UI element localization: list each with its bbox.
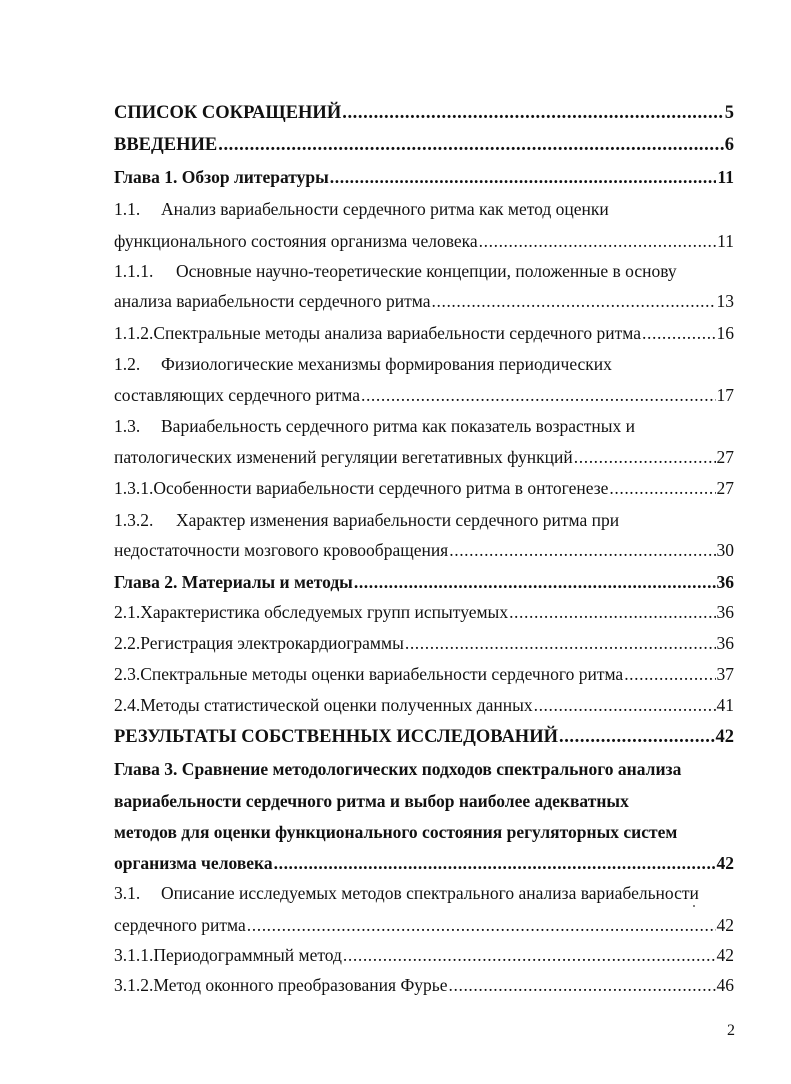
toc-entry-page: 36 — [716, 572, 734, 592]
toc-entry — [114, 473, 734, 503]
toc-entry-continuation — [114, 226, 734, 256]
toc-entry — [114, 970, 734, 1000]
toc-entry-page: 11 — [717, 167, 734, 187]
toc-entry-page: 41 — [716, 695, 734, 715]
toc-entry — [114, 411, 734, 441]
toc-entry-title: анализа вариабельности сердечного ритма — [114, 291, 431, 311]
dot-leader — [274, 848, 716, 878]
toc-entry-number: 3.1.1. — [114, 945, 154, 965]
toc-entry-title: Основные научно-теоретические концепции, положенные в основу — [176, 261, 677, 281]
toc-entry — [114, 940, 734, 970]
toc-entry-page: 30 — [716, 540, 734, 560]
toc-entry-continuation — [114, 380, 734, 410]
dot-leader — [354, 567, 716, 597]
toc-entry-page: 27 — [716, 447, 734, 467]
toc-entry-number: 1.1. — [114, 199, 141, 219]
dot-leader — [405, 628, 716, 658]
toc-entry-page: 42 — [716, 915, 734, 935]
toc-entry — [114, 690, 734, 720]
toc-entry-page: 42 — [715, 727, 734, 747]
toc-entry-page: 27 — [716, 478, 734, 498]
toc-entry-page: 36 — [716, 633, 734, 653]
toc-entry-number: 2.1. — [114, 602, 141, 622]
toc-entry-continuation — [114, 910, 734, 940]
toc-entry-title: Глава 2. Материалы и методы — [114, 572, 353, 592]
toc-entry — [114, 754, 734, 784]
toc-entry-title: РЕЗУЛЬТАТЫ СОБСТВЕННЫХ ИССЛЕДОВАНИЙ — [114, 727, 558, 747]
dot-leader — [559, 722, 715, 752]
toc-entry-page: 37 — [716, 664, 734, 684]
dot-leader — [432, 286, 716, 316]
toc-entry — [114, 878, 734, 908]
toc-entry-number: 2.4. — [114, 695, 141, 715]
toc-entry-title: Описание исследуемых методов спектрального анализа вариабельности — [161, 883, 699, 903]
toc-entry-title: Анализ вариабельности сердечного ритма как метод оценки — [161, 199, 609, 219]
toc-entry-title: ВВЕДЕНИЕ — [114, 135, 218, 155]
toc-entry-number: 2.3. — [114, 664, 141, 684]
toc-entry — [114, 318, 734, 348]
toc-entry — [114, 722, 734, 752]
toc-entry-continuation — [114, 848, 734, 878]
dot-leader — [330, 162, 717, 192]
toc-entry-title: сердечного ритма — [114, 915, 246, 935]
toc-entry-title: составляющих сердечного ритма — [114, 385, 360, 405]
page-number: 2 — [727, 1022, 735, 1039]
toc-entry-title: Периодограммный метод — [153, 945, 342, 965]
dot-leader — [609, 473, 715, 503]
toc-entry-title: Спектральные методы оценки вариабельности сердечного ритма — [140, 664, 624, 684]
dot-leader — [218, 130, 724, 160]
toc-entry — [114, 659, 734, 689]
dot-leader — [479, 226, 716, 256]
toc-entry-title: Спектральные методы анализа вариабельности сердечного ритма — [153, 323, 642, 343]
toc-entry-title: СПИСОК СОКРАЩЕНИЙ — [114, 103, 342, 123]
toc-entry-page: 6 — [724, 135, 734, 155]
dot-leader — [534, 690, 716, 720]
toc-entry-title: Регистрация электрокардиограммы — [140, 633, 404, 653]
toc-entry — [114, 505, 734, 535]
toc-entry-title: Вариабельность сердечного ритма как показатель возрастных и — [161, 416, 636, 436]
dot-leader — [449, 535, 715, 565]
toc-entry-number: 2.2. — [114, 633, 141, 653]
toc-entry-title: недостаточности мозгового кровообращения — [114, 540, 449, 560]
toc-entry-page: 5 — [724, 103, 734, 123]
scan-speck — [693, 905, 695, 907]
toc-entry-title: Метод оконного преобразования Фурье — [153, 975, 448, 995]
toc-entry-number: 1.1.2. — [114, 323, 154, 343]
toc-entry — [114, 162, 734, 192]
toc-entry-title: Характеристика обследуемых групп испытуемых — [140, 602, 509, 622]
toc-entry-page: 17 — [716, 385, 734, 405]
toc-entry — [114, 597, 734, 627]
toc-entry-number: 1.1.1. — [114, 261, 154, 281]
toc-entry-number: 1.3. — [114, 416, 141, 436]
dot-leader — [361, 380, 716, 410]
toc-entry-title: Глава 3. Сравнение методологических подходов спектрального анализа — [114, 759, 682, 779]
toc-entry-number: 3.1.2. — [114, 975, 154, 995]
toc-entry-page: 36 — [716, 602, 734, 622]
toc-entry-continuation — [114, 786, 734, 816]
toc-entry-page: 13 — [716, 291, 734, 311]
toc-entry-number: 1.3.2. — [114, 510, 154, 530]
dot-leader — [642, 318, 715, 348]
toc-entry — [114, 349, 734, 379]
toc-entry-title: функционального состояния организма человека — [114, 231, 478, 251]
toc-entry-title: вариабельности сердечного ритма и выбор наиболее адекватных — [114, 791, 629, 811]
toc-entry — [114, 567, 734, 597]
toc-entry — [114, 256, 734, 286]
toc-entry-number: 1.3.1. — [114, 478, 154, 498]
dot-leader — [574, 442, 716, 472]
toc-entry-title: методов для оценки функционального состояния регуляторных систем — [114, 822, 678, 842]
toc-entry-page: 42 — [716, 853, 734, 873]
toc-entry-number: 1.2. — [114, 354, 141, 374]
toc-entry-title: патологических изменений регуляции вегетативных функций — [114, 447, 573, 467]
toc-entry-number: 3.1. — [114, 883, 141, 903]
toc-entry — [114, 130, 734, 160]
toc-entry-title: Глава 1. Обзор литературы — [114, 167, 329, 187]
toc-entry-page: 42 — [716, 945, 734, 965]
dot-leader — [509, 597, 715, 627]
toc-entry — [114, 98, 734, 128]
toc-entry-title: Характер изменения вариабельности сердечного ритма при — [176, 510, 620, 530]
dot-leader — [449, 970, 716, 1000]
toc-entry-continuation — [114, 817, 734, 847]
toc-entry-title: Физиологические механизмы формирования периодических — [161, 354, 612, 374]
toc-entry-continuation — [114, 535, 734, 565]
toc-entry-page: 16 — [716, 323, 734, 343]
toc-entry — [114, 628, 734, 658]
dot-leader — [247, 910, 716, 940]
toc-entry-title: Особенности вариабельности сердечного ритма в онтогенезе — [153, 478, 609, 498]
dot-leader — [624, 659, 715, 689]
toc-entry-title: организма человека — [114, 853, 273, 873]
dot-leader — [342, 98, 724, 128]
toc-entry-continuation — [114, 286, 734, 316]
toc-entry-page: 11 — [717, 231, 734, 251]
dot-leader — [343, 940, 716, 970]
toc-entry-continuation — [114, 442, 734, 472]
toc-entry — [114, 194, 734, 224]
toc-entry-page: 46 — [716, 975, 734, 995]
toc-entry-title: Методы статистической оценки полученных данных — [140, 695, 533, 715]
